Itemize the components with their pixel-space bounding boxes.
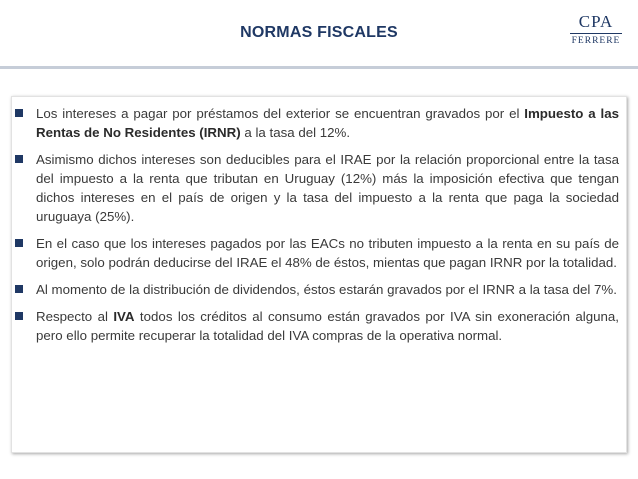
bullet-text: En el caso que los intereses pagados por las EACs no tributen impuesto a la renta en su país de origen, solo podrán deducirse del IRAE el 48% de éstos, mientas que pagan IRNR por la totalidad.: [36, 236, 619, 270]
logo-top-text: CPA: [578, 12, 614, 31]
list-item: [13, 280, 619, 299]
bullet-text: todos los créditos al consumo están gravados por IVA sin exoneración alguna, pero ello permite recuperar la totalidad del IVA compras de la operativa normal.: [36, 309, 619, 343]
bullet-text: Los intereses a pagar por préstamos del exterior se encuentran gravados por el: [36, 106, 525, 121]
bullet-list: [13, 104, 619, 353]
bullet-bold-text: IVA: [113, 309, 135, 324]
square-bullet-icon: [15, 155, 23, 163]
logo-bottom-text: FERRERE: [571, 36, 621, 46]
cpa-ferrere-logo: [566, 13, 626, 47]
bullet-text: Respecto al: [36, 309, 114, 324]
square-bullet-icon: [15, 285, 23, 293]
square-bullet-icon: [15, 239, 23, 247]
slide-header: [0, 0, 638, 66]
bullet-bold-text: Impuesto a las Rentas de No Residentes (IRNR): [36, 106, 619, 140]
square-bullet-icon: [15, 312, 23, 320]
list-item: [13, 307, 619, 345]
bullet-text: Asimismo dichos intereses son deducibles para el IRAE por la relación proporcional entre la tasa del impuesto a la renta que tributan en Uruguay (12%) más la imposición efectiva que tengan dichos intereses en el país de origen y la tasa del impuesto a la renta que paga la sociedad uruguaya (25%).: [36, 152, 619, 224]
logo-divider: [570, 33, 622, 34]
bullet-text: a la tasa del 12%.: [240, 125, 351, 140]
list-item: [13, 234, 619, 272]
slide-title: NORMAS FISCALES: [240, 24, 398, 41]
list-item: [13, 104, 619, 142]
list-item: [13, 150, 619, 226]
bullet-text: Al momento de la distribución de dividendos, éstos estarán gravados por el IRNR a la tasa del 7%.: [36, 282, 617, 297]
header-rule: [0, 66, 638, 69]
square-bullet-icon: [15, 109, 23, 117]
